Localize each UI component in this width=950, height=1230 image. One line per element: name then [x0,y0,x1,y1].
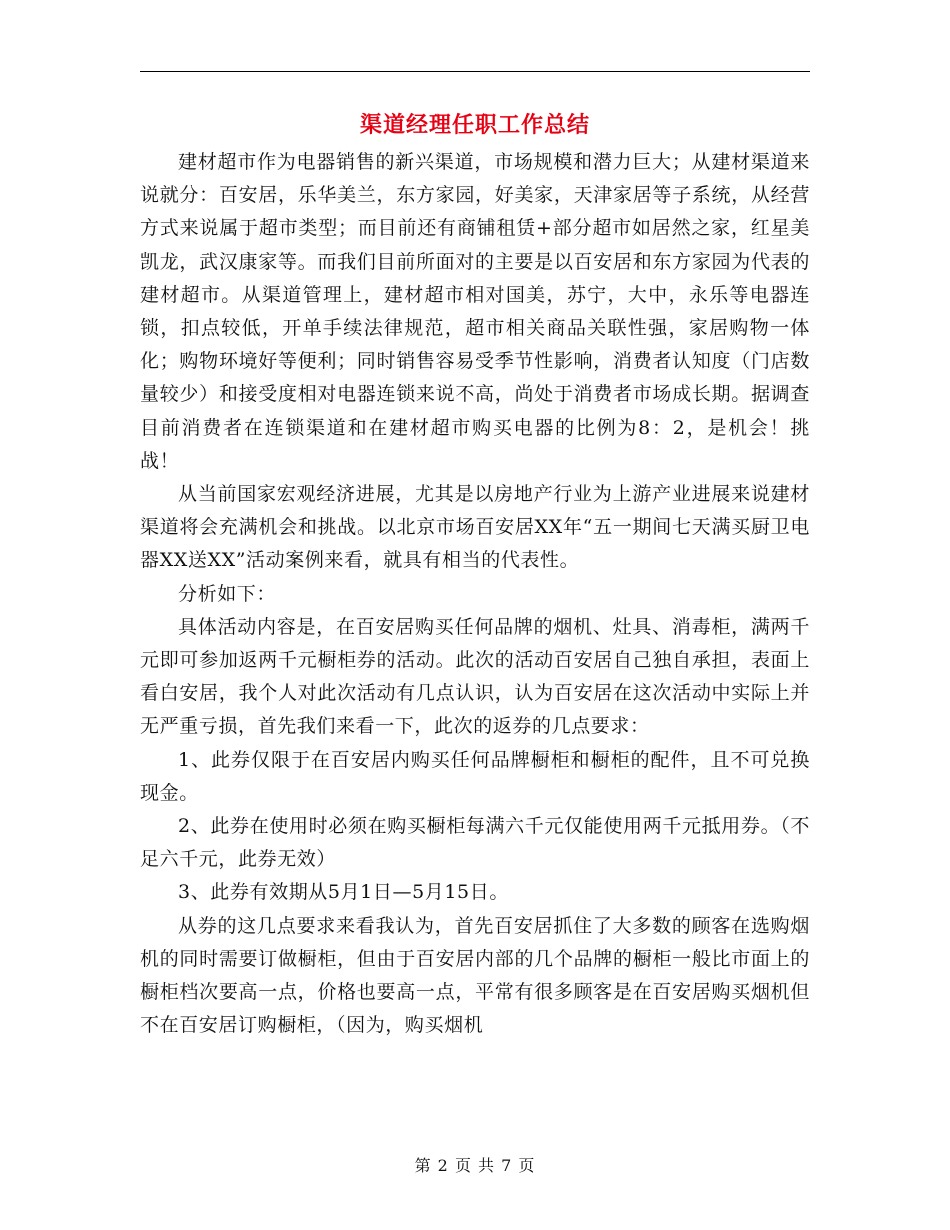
list-item: 1、此券仅限于在百安居内购买任何品牌橱柜和橱柜的配件，且不可兑换现金。 [140,748,810,804]
paragraph: 从券的这几点要求来看我认为，首先百安居抓住了大多数的顾客在选购烟机的同时需要订做橱柜，但由于百安居内部的几个品牌的橱柜一般比市面上的橱柜档次要高一点，价格也要高一点，平常有很多顾客是在百安居购买烟机但不在百安居订购橱柜，（因为，购买烟机 [140,914,810,1037]
list-item: 3、此券有效期从5月1日—5月15日。 [178,881,509,904]
document-body [140,146,810,1042]
paragraph: 从当前国家宏观经济进展，尤其是以房地产行业为上游产业进展来说建材渠道将会充满机会和挑战。以北京市场百安居XX年“五一期间七天满买厨卫电器XX送XX”活动案例来看，就具有相当的代表性。 [140,483,810,572]
list-item: 2、此券在使用时必须在购买橱柜每满六千元仅能使用两千元抵用券。（不足六千元，此券无效） [140,815,810,871]
paragraph: 分析如下： [178,582,277,605]
header-rule [140,71,810,72]
page-number: 第 2 页 共 7 页 [414,1156,536,1175]
paragraph: 建材超市作为电器销售的新兴渠道，市场规模和潜力巨大；从建材渠道来说就分：百安居，乐华美兰，东方家园，好美家，天津家居等子系统，从经营方式来说属于超市类型；而目前还有商铺租赁+部分超市如居然之家，红星美凯龙，武汉康家等。而我们目前所面对的主要是以百安居和东方家园为代表的建材超市。从渠道管理上，建材超市相对国美，苏宁，大中，永乐等电器连锁，扣点较低，开单手续法律规范，超市相关商品关联性强，家居购物一体化；购物环境好等便利；同时销售容易受季节性影响，消费者认知度（门店数量较少）和接受度相对电器连锁来说不高，尚处于消费者市场成长期。据调查目前消费者在连锁渠道和在建材超市购买电器的比例为8：2，是机会！挑战！ [140,151,810,472]
paragraph: 具体活动内容是，在百安居购买任何品牌的烟机、灶具、消毒柜，满两千元即可参加返两千元橱柜券的活动。此次的活动百安居自己独自承担，表面上看白安居，我个人对此次活动有几点认识，认为百安居在这次活动中实际上并无严重亏损，首先我们来看一下，此次的返券的几点要求： [140,615,810,738]
document-title: 渠道经理任职工作总结 [359,112,590,138]
